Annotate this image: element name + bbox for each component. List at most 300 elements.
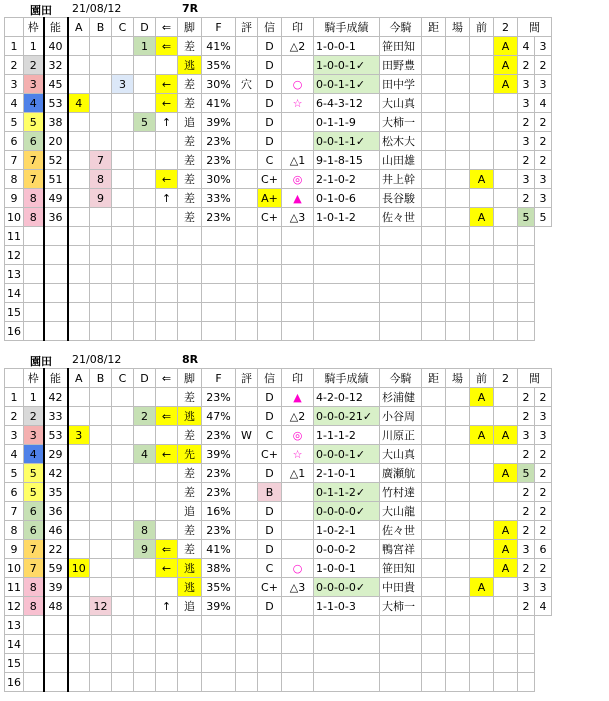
- kyori-cell: [422, 388, 446, 407]
- d-cell: 8: [134, 521, 156, 540]
- f-cell: 23%: [202, 521, 236, 540]
- empty-cell: [258, 673, 282, 692]
- empty-cell: [494, 227, 518, 246]
- row-number: 7: [5, 502, 24, 521]
- empty-cell: [112, 654, 134, 673]
- jockey-cell: 大山真: [380, 445, 422, 464]
- ma1-cell: 2: [518, 151, 535, 170]
- shin-cell: C+: [258, 445, 282, 464]
- kyaku-cell: 逃: [178, 407, 202, 426]
- waku-cell: 8: [24, 189, 44, 208]
- jockey-cell: 廣瀬航: [380, 464, 422, 483]
- empty-cell: [518, 673, 535, 692]
- table-row[interactable]: [5, 502, 552, 521]
- ma2-cell: 2: [535, 56, 552, 75]
- arrow-cell: [156, 464, 178, 483]
- shin-cell: C: [258, 151, 282, 170]
- header-cell: [5, 18, 24, 37]
- nou-cell: 45: [44, 75, 68, 94]
- ma2-cell: 2: [535, 521, 552, 540]
- f-cell: 16%: [202, 502, 236, 521]
- table-row[interactable]: [5, 464, 552, 483]
- in-cell: △3: [282, 208, 314, 227]
- nou-cell: 52: [44, 151, 68, 170]
- empty-cell: [518, 654, 535, 673]
- arrow-cell: [156, 132, 178, 151]
- header-cell: C: [112, 18, 134, 37]
- empty-cell: [24, 322, 44, 341]
- empty-cell: [134, 616, 156, 635]
- empty-cell: [156, 246, 178, 265]
- empty-cell: [178, 635, 202, 654]
- c-cell: 3: [112, 75, 134, 94]
- empty-cell: [202, 246, 236, 265]
- empty-cell: [422, 303, 446, 322]
- table-row[interactable]: [5, 56, 552, 75]
- jockey-cell: 大山真: [380, 94, 422, 113]
- header-cell: 前: [470, 369, 494, 388]
- ni-cell: [494, 170, 518, 189]
- f-cell: 33%: [202, 189, 236, 208]
- ni-cell: [494, 132, 518, 151]
- header-cell: 能: [44, 369, 68, 388]
- b-cell: [90, 578, 112, 597]
- waku-cell: 2: [24, 407, 44, 426]
- d-cell: [134, 56, 156, 75]
- hyo-cell: [236, 132, 258, 151]
- arrow-cell: [156, 483, 178, 502]
- arrow-cell: [156, 502, 178, 521]
- row-number: 3: [5, 426, 24, 445]
- nou-cell: 48: [44, 597, 68, 616]
- jockey-cell: 中田貴: [380, 578, 422, 597]
- empty-cell: [24, 616, 44, 635]
- ma2-cell: 5: [535, 208, 552, 227]
- ma1-cell: 2: [518, 521, 535, 540]
- empty-cell: [380, 635, 422, 654]
- date-label: 21/08/12: [72, 353, 122, 366]
- table-row[interactable]: [5, 284, 552, 303]
- empty-cell: [258, 265, 282, 284]
- ba-cell: [446, 94, 470, 113]
- table-row[interactable]: [5, 265, 552, 284]
- ma2-cell: 4: [535, 597, 552, 616]
- kyaku-cell: 逃: [178, 56, 202, 75]
- c-cell: [112, 426, 134, 445]
- in-cell: [282, 56, 314, 75]
- kyaku-cell: 差: [178, 189, 202, 208]
- ni-cell: [494, 113, 518, 132]
- shin-cell: D: [258, 540, 282, 559]
- empty-cell: [380, 322, 422, 341]
- ba-cell: [446, 75, 470, 94]
- in-cell: ▲: [282, 388, 314, 407]
- seiseki-cell: 2-1-0-2: [314, 170, 380, 189]
- kyori-cell: [422, 559, 446, 578]
- waku-cell: 7: [24, 170, 44, 189]
- c-cell: [112, 445, 134, 464]
- c-cell: [112, 559, 134, 578]
- empty-cell: [178, 265, 202, 284]
- header-cell: 距: [422, 369, 446, 388]
- waku-cell: 5: [24, 483, 44, 502]
- table-row[interactable]: [5, 94, 552, 113]
- ma1-cell: 2: [518, 502, 535, 521]
- kyori-cell: [422, 208, 446, 227]
- table-row[interactable]: [5, 483, 552, 502]
- ma1-cell: 3: [518, 132, 535, 151]
- header-cell: D: [134, 369, 156, 388]
- c-cell: [112, 597, 134, 616]
- table-row[interactable]: [5, 654, 552, 673]
- empty-cell: [422, 246, 446, 265]
- empty-cell: [236, 322, 258, 341]
- f-cell: 41%: [202, 540, 236, 559]
- b-cell: [90, 75, 112, 94]
- kyaku-cell: 先: [178, 445, 202, 464]
- c-cell: [112, 170, 134, 189]
- b-cell: [90, 56, 112, 75]
- c-cell: [112, 189, 134, 208]
- waku-cell: 3: [24, 75, 44, 94]
- empty-cell: [90, 635, 112, 654]
- ni-cell: [494, 578, 518, 597]
- mae-cell: [470, 132, 494, 151]
- seiseki-cell: 0-0-0-21✓: [314, 407, 380, 426]
- hyo-cell: [236, 483, 258, 502]
- waku-cell: 6: [24, 132, 44, 151]
- nou-cell: 35: [44, 483, 68, 502]
- empty-cell: [422, 616, 446, 635]
- ma2-cell: 3: [535, 75, 552, 94]
- kyaku-cell: 差: [178, 388, 202, 407]
- empty-cell: [156, 654, 178, 673]
- f-cell: 39%: [202, 113, 236, 132]
- d-cell: [134, 426, 156, 445]
- ba-cell: [446, 113, 470, 132]
- c-cell: [112, 407, 134, 426]
- ni-cell: A: [494, 540, 518, 559]
- empty-cell: [282, 265, 314, 284]
- kyori-cell: [422, 132, 446, 151]
- row-number: 6: [5, 132, 24, 151]
- table-row[interactable]: [5, 208, 552, 227]
- empty-cell: [446, 654, 470, 673]
- empty-cell: [24, 227, 44, 246]
- ma2-cell: 2: [535, 502, 552, 521]
- table-row[interactable]: [5, 132, 552, 151]
- ni-cell: A: [494, 521, 518, 540]
- empty-cell: [90, 246, 112, 265]
- a-cell: 4: [68, 94, 90, 113]
- waku-cell: 5: [24, 464, 44, 483]
- empty-cell: [24, 246, 44, 265]
- ma1-cell: 3: [518, 75, 535, 94]
- jockey-cell: 田野豊: [380, 56, 422, 75]
- ni-cell: A: [494, 426, 518, 445]
- header-cell: F: [202, 369, 236, 388]
- jockey-cell: 大山龍: [380, 502, 422, 521]
- hyo-cell: [236, 208, 258, 227]
- d-cell: [134, 75, 156, 94]
- waku-cell: 7: [24, 540, 44, 559]
- ma1-cell: 3: [518, 540, 535, 559]
- in-cell: △2: [282, 407, 314, 426]
- jockey-cell: 川原正: [380, 426, 422, 445]
- empty-cell: [422, 265, 446, 284]
- empty-cell: [314, 265, 380, 284]
- row-number: 15: [5, 654, 24, 673]
- ma2-cell: 3: [535, 189, 552, 208]
- in-cell: ☆: [282, 445, 314, 464]
- kyori-cell: [422, 170, 446, 189]
- waku-cell: 7: [24, 559, 44, 578]
- ma2-cell: 3: [535, 170, 552, 189]
- f-cell: 23%: [202, 132, 236, 151]
- empty-cell: [282, 284, 314, 303]
- ba-cell: [446, 388, 470, 407]
- empty-cell: [156, 673, 178, 692]
- table-row[interactable]: [5, 170, 552, 189]
- empty-cell: [470, 673, 494, 692]
- empty-cell: [258, 303, 282, 322]
- ma1-cell: 5: [518, 464, 535, 483]
- seiseki-cell: 9-1-8-15: [314, 151, 380, 170]
- mae-cell: [470, 37, 494, 56]
- nou-cell: 46: [44, 521, 68, 540]
- ni-cell: [494, 94, 518, 113]
- kyori-cell: [422, 540, 446, 559]
- empty-cell: [134, 227, 156, 246]
- ma1-cell: 2: [518, 483, 535, 502]
- nou-cell: 42: [44, 464, 68, 483]
- ma2-cell: 3: [535, 426, 552, 445]
- row-number: 12: [5, 246, 24, 265]
- table-row[interactable]: [5, 521, 552, 540]
- empty-cell: [282, 673, 314, 692]
- ni-cell: A: [494, 75, 518, 94]
- table-row[interactable]: [5, 578, 552, 597]
- b-cell: [90, 113, 112, 132]
- empty-cell: [112, 673, 134, 692]
- c-cell: [112, 56, 134, 75]
- table-row[interactable]: [5, 445, 552, 464]
- empty-cell: [90, 673, 112, 692]
- hyo-cell: [236, 540, 258, 559]
- row-number: 2: [5, 56, 24, 75]
- b-cell: 7: [90, 151, 112, 170]
- empty-cell: [258, 322, 282, 341]
- kyori-cell: [422, 37, 446, 56]
- empty-cell: [24, 303, 44, 322]
- ba-cell: [446, 445, 470, 464]
- table-row[interactable]: [5, 303, 552, 322]
- row-number: 16: [5, 322, 24, 341]
- hyo-cell: [236, 94, 258, 113]
- ba-cell: [446, 502, 470, 521]
- empty-cell: [446, 322, 470, 341]
- kyori-cell: [422, 113, 446, 132]
- ma2-cell: 4: [535, 94, 552, 113]
- seiseki-cell: 1-1-0-3: [314, 597, 380, 616]
- header-cell: 間: [518, 369, 552, 388]
- seiseki-cell: 4-2-0-12: [314, 388, 380, 407]
- f-cell: 47%: [202, 407, 236, 426]
- ma1-cell: 3: [518, 578, 535, 597]
- ma1-cell: 2: [518, 388, 535, 407]
- empty-cell: [90, 227, 112, 246]
- empty-cell: [178, 616, 202, 635]
- row-number: 11: [5, 227, 24, 246]
- f-cell: 23%: [202, 151, 236, 170]
- ni-cell: [494, 407, 518, 426]
- arrow-cell: [156, 578, 178, 597]
- header-cell: 騎手成績: [314, 369, 380, 388]
- b-cell: 12: [90, 597, 112, 616]
- table-row[interactable]: [5, 635, 552, 654]
- table-row[interactable]: [5, 322, 552, 341]
- ma1-cell: 3: [518, 94, 535, 113]
- waku-cell: 4: [24, 94, 44, 113]
- table-row[interactable]: [5, 388, 552, 407]
- empty-cell: [518, 227, 535, 246]
- header-cell: F: [202, 18, 236, 37]
- nou-cell: 32: [44, 56, 68, 75]
- empty-cell: [470, 284, 494, 303]
- mae-cell: [470, 75, 494, 94]
- in-cell: △2: [282, 37, 314, 56]
- row-number: 4: [5, 94, 24, 113]
- empty-cell: [68, 616, 90, 635]
- b-cell: [90, 407, 112, 426]
- header-cell: 能: [44, 18, 68, 37]
- table-row[interactable]: [5, 597, 552, 616]
- empty-cell: [494, 673, 518, 692]
- header-cell: ⇐: [156, 369, 178, 388]
- a-cell: [68, 483, 90, 502]
- ba-cell: [446, 189, 470, 208]
- table-row[interactable]: [5, 540, 552, 559]
- shin-cell: D: [258, 388, 282, 407]
- mae-cell: A: [470, 426, 494, 445]
- table-row[interactable]: [5, 189, 552, 208]
- c-cell: [112, 464, 134, 483]
- ba-cell: [446, 597, 470, 616]
- empty-cell: [470, 322, 494, 341]
- ba-cell: [446, 170, 470, 189]
- d-cell: [134, 189, 156, 208]
- table-row[interactable]: [5, 75, 552, 94]
- table-row[interactable]: [5, 673, 552, 692]
- empty-cell: [282, 616, 314, 635]
- row-number: 6: [5, 483, 24, 502]
- a-cell: [68, 113, 90, 132]
- empty-cell: [422, 673, 446, 692]
- header-cell: 今騎: [380, 369, 422, 388]
- d-cell: 5: [134, 113, 156, 132]
- venue-label: 園田: [30, 355, 52, 368]
- empty-cell: [494, 635, 518, 654]
- d-cell: [134, 559, 156, 578]
- b-cell: [90, 426, 112, 445]
- jockey-cell: 杉浦健: [380, 388, 422, 407]
- ni-cell: [494, 388, 518, 407]
- row-number: 13: [5, 616, 24, 635]
- header-cell: 評: [236, 18, 258, 37]
- ma1-cell: 4: [518, 37, 535, 56]
- a-cell: [68, 37, 90, 56]
- table-row[interactable]: [5, 246, 552, 265]
- table-row[interactable]: [5, 37, 552, 56]
- empty-cell: [156, 303, 178, 322]
- waku-cell: 4: [24, 445, 44, 464]
- shin-cell: C+: [258, 208, 282, 227]
- d-cell: [134, 388, 156, 407]
- ni-cell: A: [494, 559, 518, 578]
- hyo-cell: [236, 37, 258, 56]
- header-cell: A: [68, 369, 90, 388]
- ma2-cell: 6: [535, 540, 552, 559]
- empty-cell: [44, 654, 68, 673]
- jockey-cell: 山田雄: [380, 151, 422, 170]
- arrow-cell: [156, 151, 178, 170]
- waku-cell: 3: [24, 426, 44, 445]
- row-number: 3: [5, 75, 24, 94]
- ma1-cell: 2: [518, 189, 535, 208]
- ba-cell: [446, 540, 470, 559]
- header-cell: 枠: [24, 369, 44, 388]
- ma2-cell: 2: [535, 464, 552, 483]
- empty-cell: [236, 616, 258, 635]
- empty-cell: [90, 284, 112, 303]
- arrow-cell: ↑: [156, 189, 178, 208]
- table-row[interactable]: [5, 426, 552, 445]
- kyori-cell: [422, 426, 446, 445]
- table-row[interactable]: [5, 151, 552, 170]
- table-row[interactable]: [5, 227, 552, 246]
- a-cell: 10: [68, 559, 90, 578]
- table-row[interactable]: [5, 559, 552, 578]
- a-cell: 3: [68, 426, 90, 445]
- empty-cell: [178, 673, 202, 692]
- empty-cell: [202, 635, 236, 654]
- empty-cell: [156, 227, 178, 246]
- table-row[interactable]: [5, 616, 552, 635]
- hyo-cell: [236, 521, 258, 540]
- a-cell: [68, 189, 90, 208]
- mae-cell: [470, 445, 494, 464]
- b-cell: [90, 208, 112, 227]
- jockey-cell: 大柿一: [380, 113, 422, 132]
- kyori-cell: [422, 578, 446, 597]
- mae-cell: [470, 94, 494, 113]
- seiseki-cell: 1-0-0-1: [314, 559, 380, 578]
- c-cell: [112, 94, 134, 113]
- empty-cell: [202, 303, 236, 322]
- table-row[interactable]: [5, 407, 552, 426]
- f-cell: 23%: [202, 464, 236, 483]
- kyori-cell: [422, 75, 446, 94]
- empty-cell: [518, 265, 535, 284]
- hyo-cell: [236, 578, 258, 597]
- table-row[interactable]: [5, 113, 552, 132]
- ma2-cell: 2: [535, 483, 552, 502]
- jockey-cell: 竹村達: [380, 483, 422, 502]
- in-cell: ▲: [282, 189, 314, 208]
- row-number: 8: [5, 521, 24, 540]
- shin-cell: D: [258, 521, 282, 540]
- empty-cell: [44, 322, 68, 341]
